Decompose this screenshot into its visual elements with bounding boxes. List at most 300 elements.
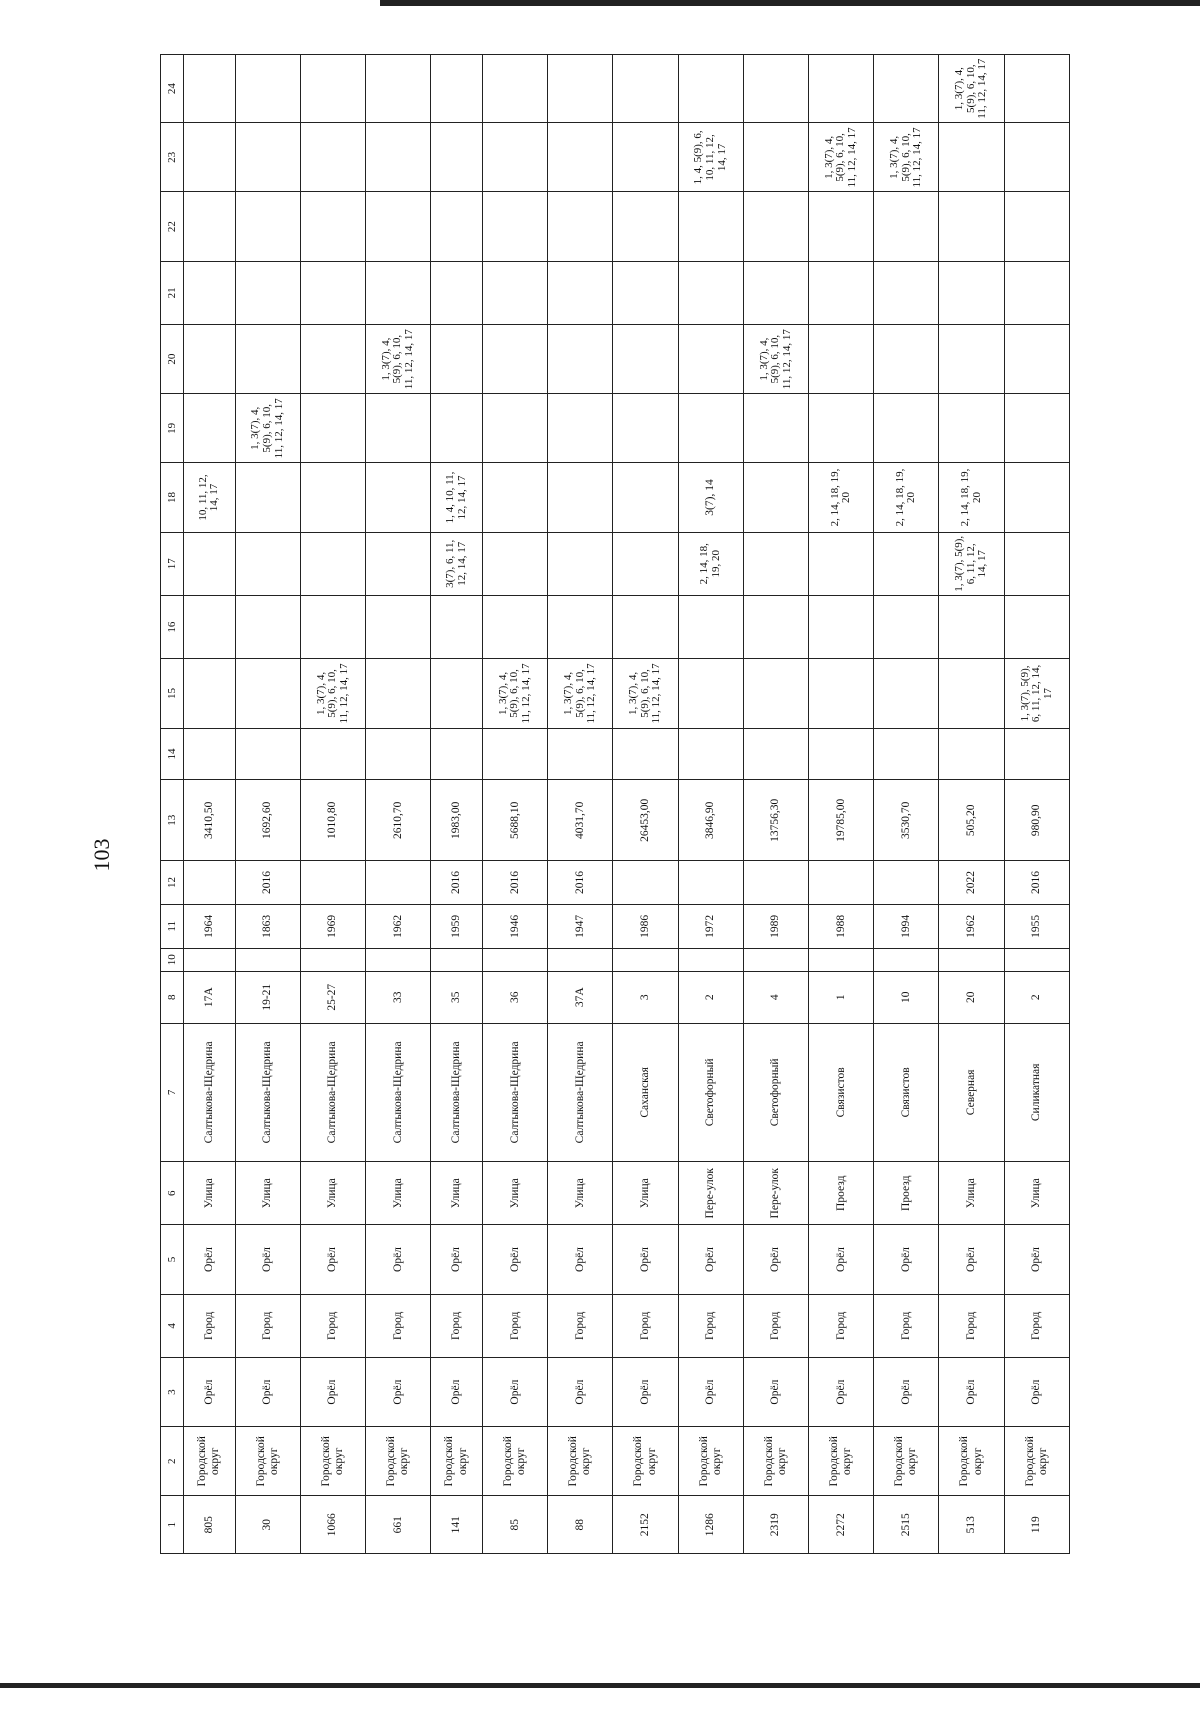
table-cell-col-8: 19-21 bbox=[235, 971, 300, 1023]
table-cell-col-24 bbox=[809, 55, 874, 123]
table-cell-col-16 bbox=[613, 595, 678, 658]
table-cell-col-18 bbox=[300, 463, 365, 532]
table-row bbox=[1004, 55, 1069, 1554]
column-header-20: 20 bbox=[161, 325, 184, 394]
table-cell-col-13: 19785,00 bbox=[809, 780, 874, 861]
table-cell-col-23 bbox=[548, 123, 613, 192]
table-cell-col-3: Орёл bbox=[613, 1358, 678, 1427]
table-cell-col-8: 37А bbox=[548, 971, 613, 1023]
table-cell-col-20 bbox=[483, 325, 548, 394]
table-cell-col-12 bbox=[678, 861, 743, 905]
table-cell-col-1: 1286 bbox=[678, 1496, 743, 1554]
table-cell-col-1: 2152 bbox=[613, 1496, 678, 1554]
table-cell-col-1: 85 bbox=[483, 1496, 548, 1554]
table-cell-col-19 bbox=[678, 394, 743, 463]
column-header-12: 12 bbox=[161, 861, 184, 905]
table-cell-col-11: 1986 bbox=[613, 904, 678, 948]
table-cell-col-23 bbox=[184, 123, 236, 192]
table-cell-col-17 bbox=[366, 532, 431, 595]
table-row bbox=[743, 55, 808, 1554]
table-cell-col-13: 5688,10 bbox=[483, 780, 548, 861]
column-header-7: 7 bbox=[161, 1023, 184, 1161]
table-cell-col-12: 2016 bbox=[235, 861, 300, 905]
table-cell-col-1: 2319 bbox=[743, 1496, 808, 1554]
table-cell-col-2: Городской округ bbox=[874, 1427, 939, 1496]
table-cell-col-20 bbox=[613, 325, 678, 394]
table-cell-col-16 bbox=[548, 595, 613, 658]
table-cell-col-1: 2272 bbox=[809, 1496, 874, 1554]
table-cell-col-24: 1, 3(7), 4, 5(9), 6, 10, 11, 12, 14, 17 bbox=[939, 55, 1004, 123]
table-cell-col-4: Город bbox=[939, 1294, 1004, 1357]
table-cell-col-10 bbox=[366, 948, 431, 971]
table-cell-col-19 bbox=[483, 394, 548, 463]
column-header-17: 17 bbox=[161, 532, 184, 595]
table-cell-col-8: 1 bbox=[809, 971, 874, 1023]
table-cell-col-21 bbox=[300, 261, 365, 324]
table-cell-col-17: 1, 3(7), 5(9), 6, 11, 12, 14, 17 bbox=[939, 532, 1004, 595]
table-cell-col-22 bbox=[613, 192, 678, 261]
table-cell-col-7: Салтыкова-Щедрина bbox=[431, 1023, 483, 1161]
table-cell-col-22 bbox=[678, 192, 743, 261]
table-cell-col-14 bbox=[939, 728, 1004, 780]
bottom-border-line bbox=[0, 1683, 1200, 1688]
table-cell-col-4: Город bbox=[184, 1294, 236, 1357]
table-cell-col-15 bbox=[235, 659, 300, 728]
table-cell-col-14 bbox=[548, 728, 613, 780]
table-cell-col-8: 17А bbox=[184, 971, 236, 1023]
table-cell-col-21 bbox=[548, 261, 613, 324]
table-cell-col-21 bbox=[431, 261, 483, 324]
table-cell-col-20 bbox=[809, 325, 874, 394]
table-cell-col-6: Пере-улок bbox=[678, 1162, 743, 1225]
table-cell-col-17 bbox=[184, 532, 236, 595]
table-cell-col-10 bbox=[613, 948, 678, 971]
table-cell-col-1: 1066 bbox=[300, 1496, 365, 1554]
table-cell-col-18 bbox=[483, 463, 548, 532]
table-cell-col-12: 2016 bbox=[483, 861, 548, 905]
table-cell-col-3: Орёл bbox=[939, 1358, 1004, 1427]
table-cell-col-23: 1, 4, 5(9), 6, 10, 11, 12, 14, 17 bbox=[678, 123, 743, 192]
table-cell-col-24 bbox=[483, 55, 548, 123]
table-cell-col-13: 3846,90 bbox=[678, 780, 743, 861]
table-cell-col-12 bbox=[300, 861, 365, 905]
table-cell-col-23 bbox=[300, 123, 365, 192]
table-cell-col-7: Салтыкова-Щедрина bbox=[366, 1023, 431, 1161]
table-cell-col-21 bbox=[743, 261, 808, 324]
table-cell-col-12 bbox=[366, 861, 431, 905]
column-header-23: 23 bbox=[161, 123, 184, 192]
table-cell-col-19 bbox=[809, 394, 874, 463]
column-header-11: 11 bbox=[161, 904, 184, 948]
column-header-19: 19 bbox=[161, 394, 184, 463]
table-cell-col-18: 1, 4, 10, 11, 12, 14, 17 bbox=[431, 463, 483, 532]
table-cell-col-7: Связистов bbox=[874, 1023, 939, 1161]
table-cell-col-16 bbox=[874, 595, 939, 658]
table-cell-col-3: Орёл bbox=[1004, 1358, 1069, 1427]
table-cell-col-18: 2, 14, 18, 19, 20 bbox=[939, 463, 1004, 532]
table-row bbox=[431, 55, 483, 1554]
table-cell-col-13: 505,20 bbox=[939, 780, 1004, 861]
table-row bbox=[548, 55, 613, 1554]
table-cell-col-3: Орёл bbox=[184, 1358, 236, 1427]
table-cell-col-4: Город bbox=[548, 1294, 613, 1357]
table-cell-col-14 bbox=[184, 728, 236, 780]
table-cell-col-22 bbox=[874, 192, 939, 261]
table-cell-col-8: 25-27 bbox=[300, 971, 365, 1023]
table-row bbox=[678, 55, 743, 1554]
table-cell-col-5: Орёл bbox=[743, 1225, 808, 1294]
table-cell-col-3: Орёл bbox=[300, 1358, 365, 1427]
table-cell-col-18 bbox=[366, 463, 431, 532]
table-cell-col-7: Силикатная bbox=[1004, 1023, 1069, 1161]
table-cell-col-10 bbox=[548, 948, 613, 971]
table-cell-col-1: 661 bbox=[366, 1496, 431, 1554]
table-cell-col-16 bbox=[184, 595, 236, 658]
table-cell-col-10 bbox=[184, 948, 236, 971]
table-cell-col-6: Проезд bbox=[874, 1162, 939, 1225]
table-cell-col-19 bbox=[613, 394, 678, 463]
table-cell-col-22 bbox=[184, 192, 236, 261]
table-cell-col-19 bbox=[366, 394, 431, 463]
table-cell-col-15 bbox=[678, 659, 743, 728]
table-cell-col-19 bbox=[184, 394, 236, 463]
table-cell-col-6: Улица bbox=[300, 1162, 365, 1225]
table-cell-col-20 bbox=[300, 325, 365, 394]
table-cell-col-22 bbox=[431, 192, 483, 261]
table-cell-col-2: Городской округ bbox=[743, 1427, 808, 1496]
table-cell-col-23 bbox=[1004, 123, 1069, 192]
table-cell-col-21 bbox=[1004, 261, 1069, 324]
table-cell-col-16 bbox=[366, 595, 431, 658]
table-cell-col-15: 1, 3(7), 4, 5(9), 6, 10, 11, 12, 14, 17 bbox=[613, 659, 678, 728]
table-cell-col-14 bbox=[1004, 728, 1069, 780]
table-cell-col-5: Орёл bbox=[874, 1225, 939, 1294]
table-cell-col-24 bbox=[548, 55, 613, 123]
table-cell-col-20 bbox=[431, 325, 483, 394]
table-cell-col-21 bbox=[613, 261, 678, 324]
table-cell-col-5: Орёл bbox=[300, 1225, 365, 1294]
column-header-8: 8 bbox=[161, 971, 184, 1023]
table-cell-col-24 bbox=[1004, 55, 1069, 123]
table-cell-col-4: Город bbox=[1004, 1294, 1069, 1357]
table-cell-col-2: Городской округ bbox=[235, 1427, 300, 1496]
table-cell-col-19 bbox=[548, 394, 613, 463]
table-cell-col-4: Город bbox=[678, 1294, 743, 1357]
table-cell-col-3: Орёл bbox=[431, 1358, 483, 1427]
table-row bbox=[483, 55, 548, 1554]
column-header-10: 10 bbox=[161, 948, 184, 971]
table-cell-col-12 bbox=[613, 861, 678, 905]
table-cell-col-16 bbox=[431, 595, 483, 658]
table-cell-col-14 bbox=[483, 728, 548, 780]
table-cell-col-12: 2016 bbox=[548, 861, 613, 905]
table-cell-col-18: 3(7), 14 bbox=[678, 463, 743, 532]
table-cell-col-19 bbox=[431, 394, 483, 463]
table-cell-col-7: Светофорный bbox=[678, 1023, 743, 1161]
table-cell-col-16 bbox=[483, 595, 548, 658]
table-cell-col-3: Орёл bbox=[743, 1358, 808, 1427]
table-cell-col-20 bbox=[235, 325, 300, 394]
table-cell-col-5: Орёл bbox=[235, 1225, 300, 1294]
table-cell-col-23: 1, 3(7), 4, 5(9), 6, 10, 11, 12, 14, 17 bbox=[874, 123, 939, 192]
table-cell-col-11: 1962 bbox=[939, 904, 1004, 948]
table-cell-col-2: Городской округ bbox=[366, 1427, 431, 1496]
column-header-1: 1 bbox=[161, 1496, 184, 1554]
table-cell-col-16 bbox=[678, 595, 743, 658]
table-cell-col-20 bbox=[678, 325, 743, 394]
table-cell-col-10 bbox=[431, 948, 483, 971]
table-cell-col-18 bbox=[613, 463, 678, 532]
table-cell-col-6: Улица bbox=[1004, 1162, 1069, 1225]
registry-table bbox=[160, 54, 1070, 1554]
table-cell-col-20 bbox=[184, 325, 236, 394]
table-cell-col-21 bbox=[235, 261, 300, 324]
table-cell-col-5: Орёл bbox=[184, 1225, 236, 1294]
table-cell-col-5: Орёл bbox=[1004, 1225, 1069, 1294]
table-cell-col-7: Салтыкова-Щедрина bbox=[300, 1023, 365, 1161]
table-cell-col-1: 2515 bbox=[874, 1496, 939, 1554]
table-cell-col-6: Улица bbox=[235, 1162, 300, 1225]
table-cell-col-10 bbox=[1004, 948, 1069, 971]
table-cell-col-24 bbox=[235, 55, 300, 123]
table-cell-col-17 bbox=[483, 532, 548, 595]
table-cell-col-7: Саханская bbox=[613, 1023, 678, 1161]
table-cell-col-5: Орёл bbox=[678, 1225, 743, 1294]
table-cell-col-23 bbox=[613, 123, 678, 192]
table-cell-col-2: Городской округ bbox=[483, 1427, 548, 1496]
column-header-22: 22 bbox=[161, 192, 184, 261]
table-cell-col-22 bbox=[809, 192, 874, 261]
table-cell-col-19 bbox=[874, 394, 939, 463]
top-border-line bbox=[380, 0, 1200, 6]
table-cell-col-8: 2 bbox=[678, 971, 743, 1023]
table-cell-col-2: Городской округ bbox=[431, 1427, 483, 1496]
table-cell-col-6: Улица bbox=[483, 1162, 548, 1225]
table-cell-col-4: Город bbox=[874, 1294, 939, 1357]
table-cell-col-21 bbox=[184, 261, 236, 324]
table-cell-col-17: 2, 14, 18, 19, 20 bbox=[678, 532, 743, 595]
table-cell-col-4: Город bbox=[431, 1294, 483, 1357]
table-cell-col-8: 33 bbox=[366, 971, 431, 1023]
column-header-18: 18 bbox=[161, 463, 184, 532]
table-cell-col-7: Салтыкова-Щедрина bbox=[184, 1023, 236, 1161]
registry-table-frame bbox=[160, 54, 1070, 1554]
table-cell-col-11: 1988 bbox=[809, 904, 874, 948]
table-cell-col-18: 2, 14, 18, 19, 20 bbox=[809, 463, 874, 532]
table-cell-col-13: 3410,50 bbox=[184, 780, 236, 861]
table-row bbox=[235, 55, 300, 1554]
table-cell-col-17 bbox=[743, 532, 808, 595]
table-cell-col-22 bbox=[300, 192, 365, 261]
table-cell-col-20 bbox=[874, 325, 939, 394]
table-cell-col-14 bbox=[366, 728, 431, 780]
table-cell-col-15: 1, 3(7), 4, 5(9), 6, 10, 11, 12, 14, 17 bbox=[548, 659, 613, 728]
table-cell-col-17: 3(7), 6, 11, 12, 14, 17 bbox=[431, 532, 483, 595]
table-cell-col-19 bbox=[300, 394, 365, 463]
table-cell-col-13: 980,90 bbox=[1004, 780, 1069, 861]
table-cell-col-4: Город bbox=[366, 1294, 431, 1357]
table-cell-col-23 bbox=[743, 123, 808, 192]
table-cell-col-6: Улица bbox=[548, 1162, 613, 1225]
table-cell-col-11: 1946 bbox=[483, 904, 548, 948]
table-cell-col-13: 1983,00 bbox=[431, 780, 483, 861]
table-cell-col-10 bbox=[743, 948, 808, 971]
table-cell-col-14 bbox=[809, 728, 874, 780]
table-row bbox=[184, 55, 236, 1554]
table-cell-col-23 bbox=[939, 123, 1004, 192]
table-cell-col-1: 119 bbox=[1004, 1496, 1069, 1554]
column-header-13: 13 bbox=[161, 780, 184, 861]
table-cell-col-19 bbox=[939, 394, 1004, 463]
table-cell-col-2: Городской округ bbox=[678, 1427, 743, 1496]
table-cell-col-2: Городской округ bbox=[548, 1427, 613, 1496]
table-cell-col-6: Улица bbox=[366, 1162, 431, 1225]
table-cell-col-1: 30 bbox=[235, 1496, 300, 1554]
table-cell-col-22 bbox=[743, 192, 808, 261]
column-header-15: 15 bbox=[161, 659, 184, 728]
table-cell-col-5: Орёл bbox=[431, 1225, 483, 1294]
table-cell-col-20 bbox=[939, 325, 1004, 394]
table-cell-col-13: 3530,70 bbox=[874, 780, 939, 861]
table-cell-col-16 bbox=[300, 595, 365, 658]
header-row bbox=[161, 55, 184, 1554]
table-cell-col-24 bbox=[613, 55, 678, 123]
table-cell-col-17 bbox=[300, 532, 365, 595]
table-cell-col-7: Связистов bbox=[809, 1023, 874, 1161]
table-cell-col-18 bbox=[1004, 463, 1069, 532]
table-cell-col-5: Орёл bbox=[613, 1225, 678, 1294]
table-cell-col-24 bbox=[366, 55, 431, 123]
table-cell-col-20: 1, 3(7), 4, 5(9), 6, 10, 11, 12, 14, 17 bbox=[366, 325, 431, 394]
table-cell-col-5: Орёл bbox=[548, 1225, 613, 1294]
table-cell-col-1: 88 bbox=[548, 1496, 613, 1554]
table-cell-col-6: Улица bbox=[939, 1162, 1004, 1225]
table-cell-col-24 bbox=[874, 55, 939, 123]
table-cell-col-20 bbox=[548, 325, 613, 394]
table-cell-col-2: Городской округ bbox=[809, 1427, 874, 1496]
table-cell-col-14 bbox=[235, 728, 300, 780]
table-cell-col-24 bbox=[743, 55, 808, 123]
table-cell-col-6: Проезд bbox=[809, 1162, 874, 1225]
table-cell-col-3: Орёл bbox=[874, 1358, 939, 1427]
table-cell-col-15 bbox=[809, 659, 874, 728]
column-header-2: 2 bbox=[161, 1427, 184, 1496]
table-cell-col-18: 2, 14, 18, 19, 20 bbox=[874, 463, 939, 532]
table-cell-col-19: 1, 3(7), 4, 5(9), 6, 10, 11, 12, 14, 17 bbox=[235, 394, 300, 463]
table-cell-col-15 bbox=[939, 659, 1004, 728]
table-cell-col-8: 3 bbox=[613, 971, 678, 1023]
table-cell-col-13: 26453,00 bbox=[613, 780, 678, 861]
table-cell-col-21 bbox=[483, 261, 548, 324]
table-cell-col-14 bbox=[874, 728, 939, 780]
table-cell-col-15: 1, 3(7), 4, 5(9), 6, 10, 11, 12, 14, 17 bbox=[300, 659, 365, 728]
column-header-4: 4 bbox=[161, 1294, 184, 1357]
table-cell-col-5: Орёл bbox=[483, 1225, 548, 1294]
table-cell-col-14 bbox=[743, 728, 808, 780]
table-cell-col-8: 35 bbox=[431, 971, 483, 1023]
table-cell-col-7: Светофорный bbox=[743, 1023, 808, 1161]
table-cell-col-15 bbox=[184, 659, 236, 728]
table-cell-col-16 bbox=[1004, 595, 1069, 658]
table-cell-col-6: Пере-улок bbox=[743, 1162, 808, 1225]
table-cell-col-12 bbox=[184, 861, 236, 905]
table-cell-col-6: Улица bbox=[613, 1162, 678, 1225]
table-cell-col-11: 1863 bbox=[235, 904, 300, 948]
table-cell-col-2: Городской округ bbox=[300, 1427, 365, 1496]
table-cell-col-11: 1972 bbox=[678, 904, 743, 948]
table-cell-col-18: 10, 11, 12, 14, 17 bbox=[184, 463, 236, 532]
table-cell-col-3: Орёл bbox=[678, 1358, 743, 1427]
table-cell-col-10 bbox=[809, 948, 874, 971]
table-cell-col-14 bbox=[613, 728, 678, 780]
rotated-table-wrapper bbox=[160, 54, 1070, 1554]
table-cell-col-23 bbox=[431, 123, 483, 192]
table-cell-col-24 bbox=[300, 55, 365, 123]
table-row bbox=[613, 55, 678, 1554]
table-cell-col-17 bbox=[1004, 532, 1069, 595]
table-cell-col-15: 1, 3(7), 5(9), 6, 11, 12, 14, 17 bbox=[1004, 659, 1069, 728]
column-header-24: 24 bbox=[161, 55, 184, 123]
column-header-16: 16 bbox=[161, 595, 184, 658]
table-cell-col-11: 1962 bbox=[366, 904, 431, 948]
table-cell-col-10 bbox=[235, 948, 300, 971]
table-cell-col-4: Город bbox=[235, 1294, 300, 1357]
table-cell-col-15 bbox=[431, 659, 483, 728]
table-cell-col-5: Орёл bbox=[366, 1225, 431, 1294]
table-cell-col-11: 1994 bbox=[874, 904, 939, 948]
table-cell-col-16 bbox=[743, 595, 808, 658]
table-cell-col-12 bbox=[743, 861, 808, 905]
table-cell-col-12: 2016 bbox=[1004, 861, 1069, 905]
table-cell-col-17 bbox=[235, 532, 300, 595]
table-cell-col-23 bbox=[483, 123, 548, 192]
table-cell-col-19 bbox=[1004, 394, 1069, 463]
table-cell-col-22 bbox=[235, 192, 300, 261]
table-cell-col-13: 1010,80 bbox=[300, 780, 365, 861]
table-cell-col-1: 141 bbox=[431, 1496, 483, 1554]
table-cell-col-19 bbox=[743, 394, 808, 463]
table-cell-col-5: Орёл bbox=[809, 1225, 874, 1294]
table-row bbox=[939, 55, 1004, 1554]
table-cell-col-4: Город bbox=[809, 1294, 874, 1357]
column-header-6: 6 bbox=[161, 1162, 184, 1225]
table-cell-col-13: 4031,70 bbox=[548, 780, 613, 861]
table-cell-col-20 bbox=[1004, 325, 1069, 394]
table-row bbox=[300, 55, 365, 1554]
table-cell-col-12: 2022 bbox=[939, 861, 1004, 905]
table-cell-col-20: 1, 3(7), 4, 5(9), 6, 10, 11, 12, 14, 17 bbox=[743, 325, 808, 394]
table-cell-col-17 bbox=[874, 532, 939, 595]
table-cell-col-12 bbox=[809, 861, 874, 905]
table-cell-col-23: 1, 3(7), 4, 5(9), 6, 10, 11, 12, 14, 17 bbox=[809, 123, 874, 192]
table-cell-col-18 bbox=[548, 463, 613, 532]
table-cell-col-15 bbox=[366, 659, 431, 728]
table-body bbox=[184, 55, 1070, 1554]
table-cell-col-14 bbox=[678, 728, 743, 780]
table-cell-col-16 bbox=[939, 595, 1004, 658]
table-cell-col-22 bbox=[548, 192, 613, 261]
table-row bbox=[809, 55, 874, 1554]
table-cell-col-11: 1959 bbox=[431, 904, 483, 948]
table-cell-col-7: Салтыкова-Щедрина bbox=[235, 1023, 300, 1161]
table-cell-col-24 bbox=[678, 55, 743, 123]
table-cell-col-15: 1, 3(7), 4, 5(9), 6, 10, 11, 12, 14, 17 bbox=[483, 659, 548, 728]
table-cell-col-7: Салтыкова-Щедрина bbox=[548, 1023, 613, 1161]
table-cell-col-3: Орёл bbox=[483, 1358, 548, 1427]
table-cell-col-5: Орёл bbox=[939, 1225, 1004, 1294]
table-row bbox=[874, 55, 939, 1554]
table-cell-col-14 bbox=[300, 728, 365, 780]
